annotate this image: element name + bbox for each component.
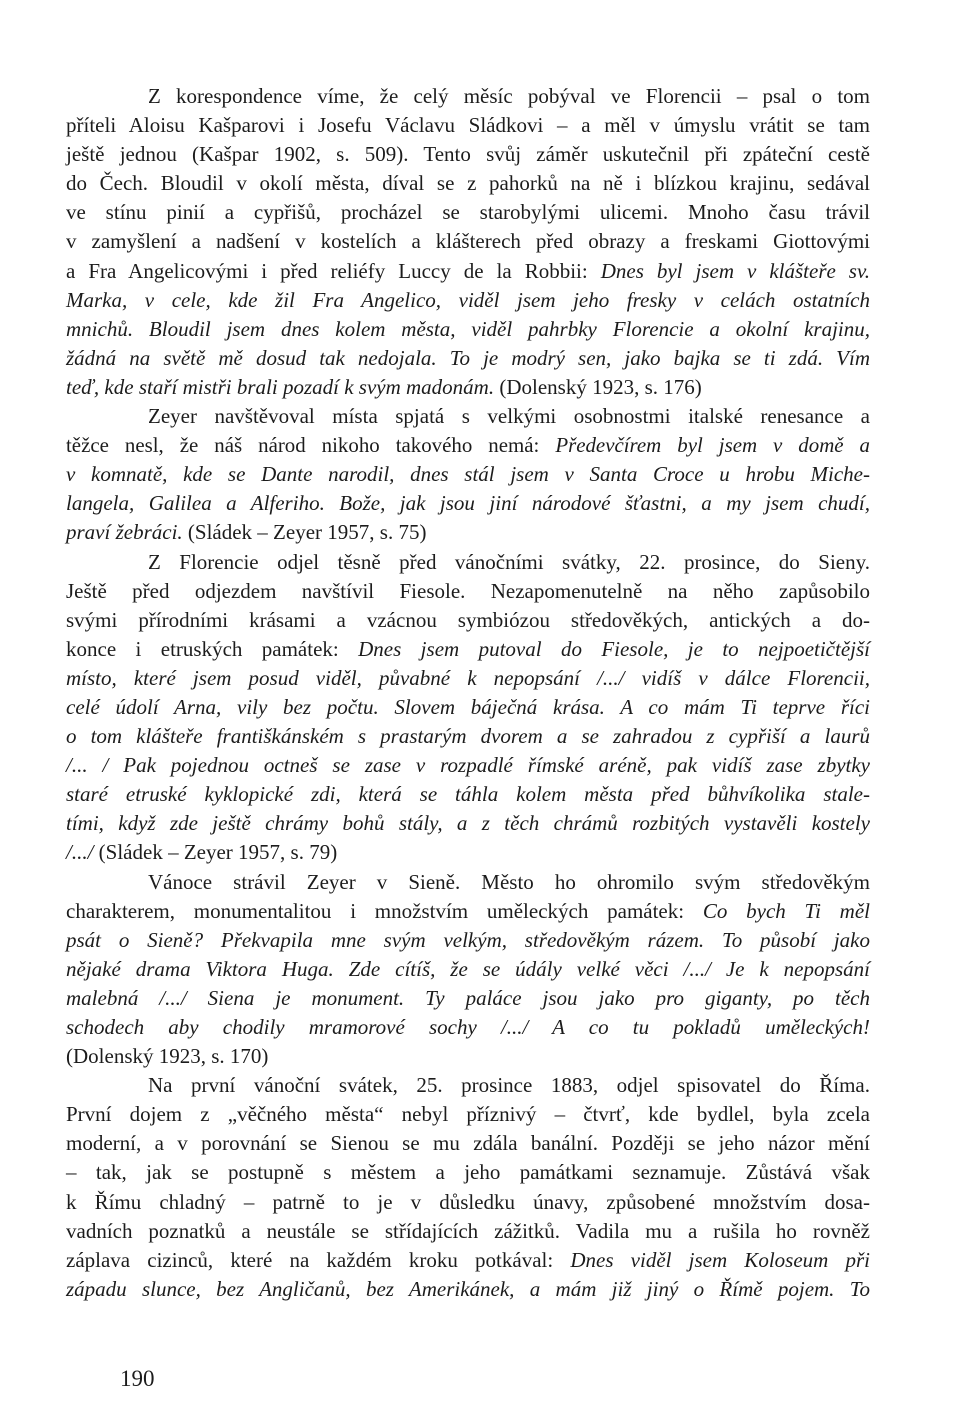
text-line: [66, 809, 870, 838]
body-text: příteli Aloisu Kašparovi i Josefu Václavu Sládkovi – a měl v úmyslu vrátit se tam: [66, 113, 870, 138]
body-text: záplava cizinců, které na každém kroku potkával:: [66, 1247, 571, 1272]
text-line: [66, 897, 870, 926]
body-text: ještě jednou (Kašpar 1902, s. 509). Tento svůj záměr uskutečnil při zpáteční cestě: [66, 142, 870, 167]
text-line: [66, 1275, 870, 1304]
quoted-text: /... / Pak pojednou octneš se zase v rozpadlé římské aréně, pak vidíš zase zbytky: [66, 753, 870, 778]
body-text: těžce nesl, že náš národ nikoho takového nemá:: [66, 433, 556, 458]
text-line: [66, 1246, 870, 1275]
text-line: [66, 140, 870, 169]
body-text: (Sládek – Zeyer 1957, s. 79): [93, 840, 338, 865]
quoted-text: místo, které jsem posud viděl, půvabné k nepopsání /.../ vidíš v dálce Florencii,: [66, 665, 870, 690]
body-text: První dojem z „věčného města“ nebyl příznivý – čtvrť, kde bydlel, byla zcela: [66, 1102, 870, 1127]
text-line: [66, 780, 870, 809]
body-text: v zamyšlení a nadšení v kostelích a klášterech před obrazy a freskami Giottovými: [66, 229, 870, 254]
quoted-text: Dnes jsem putoval do Fiesole, je to nejpoetičtější: [358, 636, 870, 661]
text-line: [66, 257, 870, 286]
text-line: [66, 1100, 870, 1129]
text-line: [66, 955, 870, 984]
text-line: [66, 111, 870, 140]
body-text: charakterem, monumentalitou i množstvím uměleckých památek:: [66, 898, 703, 923]
text-line: [66, 286, 870, 315]
body-text: Ještě před odjezdem navštívil Fiesole. Nezapomenutelně na něho zapůsobilo: [66, 578, 870, 603]
text-line: [66, 1217, 870, 1246]
quoted-text: o tom klášteře františkánském s prastarým dvorem a se zahradou z cypřiší a laurů: [66, 724, 870, 749]
text-body: [66, 82, 870, 1304]
body-text: Na první vánoční svátek, 25. prosince 1883, odjel spisovatel do Říma.: [148, 1073, 870, 1098]
quoted-text: Dnes viděl jsem Koloseum při: [570, 1247, 870, 1272]
page-number: 190: [120, 1366, 155, 1391]
quoted-text: /.../: [66, 840, 94, 865]
text-line: [66, 606, 870, 635]
text-line: [66, 1042, 870, 1071]
quoted-text: staré etruské kyklopické zdi, která se táhla kolem města před bůhvíkolika stale-: [66, 782, 870, 807]
text-line: [66, 1129, 870, 1158]
text-line: [66, 344, 870, 373]
text-line: [66, 82, 870, 111]
body-text: (Sládek – Zeyer 1957, s. 75): [182, 520, 427, 545]
quoted-text: Co bych Ti měl: [702, 898, 870, 923]
body-text: k Římu chladný – patrně to je v důsledku únavy, způsobené množstvím dosa-: [66, 1189, 870, 1214]
quoted-text: langela, Galilea a Alferiho. Bože, jak jsou jiní národové šťastni, a my jsem chudí,: [66, 491, 870, 516]
quoted-text: nějaké drama Viktora Huga. Zde cítíš, že se údály velké věci /.../ Je k nepopsání: [66, 956, 870, 981]
body-text: moderní, a v porovnání se Sienou se mu zdála banální. Později se jeho názor mění: [66, 1131, 870, 1156]
text-line: [66, 489, 870, 518]
text-line: [66, 227, 870, 256]
body-text: Vánoce strávil Zeyer v Sieně. Město ho ohromilo svým středověkým: [148, 869, 870, 894]
text-line: [66, 198, 870, 227]
text-line: [66, 1188, 870, 1217]
body-text: svými přírodními krásami a vzácnou symbiózou středověkých, antických a do-: [66, 607, 870, 632]
quoted-text: tími, když zde ještě chrámy bohů stály, a z těch chrámů rozbitých vystavěli kostely: [66, 811, 870, 836]
text-line: [66, 460, 870, 489]
body-text: ve stínu pinií a cypřišů, procházel se starobylými ulicemi. Mnoho času trávil: [66, 200, 870, 225]
body-text: Z korespondence víme, že celý měsíc pobýval ve Florencii – psal o tom: [148, 84, 870, 108]
quoted-text: Marka, v cele, kde žil Fra Angelico, viděl jsem jeho fresky v celách ostatních: [66, 287, 870, 312]
text-line: [66, 1013, 870, 1042]
text-line: [66, 664, 870, 693]
text-line: [66, 1158, 870, 1187]
text-line: [66, 926, 870, 955]
text-line: [66, 751, 870, 780]
quoted-text: v komnatě, kde se Dante narodil, dnes stál jsem v Santa Croce u hrobu Miche-: [66, 462, 870, 487]
text-line: [66, 431, 870, 460]
body-text: konce i etruských památek:: [66, 636, 359, 661]
text-line: [66, 315, 870, 344]
quoted-text: žádná na světě mě dosud tak nedojala. To je modrý sen, jako bajka se ti zdá. Vím: [66, 345, 870, 370]
quoted-text: celé údolí Arna, vily bez počtu. Slovem báječná krása. A co mám Ti teprve říci: [66, 694, 870, 719]
text-line: [66, 868, 870, 897]
text-line: [66, 169, 870, 198]
text-line: [66, 635, 870, 664]
body-text: do Čech. Bloudil v okolí města, díval se z pahorků na ně i blízkou krajinu, sedával: [66, 171, 870, 196]
quoted-text: psát o Sieně? Překvapila mne svým velkým, středověkým rázem. To působí jako: [66, 927, 870, 952]
text-line: [66, 402, 870, 431]
text-line: [66, 838, 870, 867]
text-line: [66, 548, 870, 577]
text-line: [66, 518, 870, 547]
text-line: [66, 722, 870, 751]
text-line: [66, 693, 870, 722]
body-text: (Dolenský 1923, s. 170): [66, 1044, 269, 1069]
text-line: [66, 984, 870, 1013]
quoted-text: schodech aby chodily mramorové sochy /.../ A co tu pokladů uměleckých!: [66, 1015, 870, 1039]
quoted-text: teď, kde staří mistři brali pozadí k svým madonám.: [66, 374, 495, 399]
body-text: (Dolenský 1923, s. 176): [494, 374, 702, 399]
text-line: [66, 373, 870, 402]
text-line: [66, 577, 870, 606]
body-text: a Fra Angelicovými i před reliéfy Luccy de la Robbii:: [66, 258, 601, 283]
quoted-text: praví žebráci.: [66, 520, 183, 545]
quoted-text: Předevčírem byl jsem v domě a: [555, 433, 870, 458]
quoted-text: západu slunce, bez Angličanů, bez Amerikánek, a mám již jiný o Římě pojem. To: [66, 1276, 870, 1301]
body-text: vadních poznatků a neustále se střídajících zážitků. Vadila mu a rušila ho rovněž: [66, 1218, 870, 1243]
body-text: – tak, jak se postupně s městem a jeho památkami seznamuje. Zůstává však: [66, 1160, 870, 1185]
body-text: Z Florencie odjel těsně před vánočními svátky, 22. prosince, do Sieny.: [148, 549, 870, 574]
body-text: Zeyer navštěvoval místa spjatá s velkými osobnostmi italské renesance a: [148, 404, 870, 429]
quoted-text: Dnes byl jsem v klášteře sv.: [600, 258, 870, 283]
quoted-text: malebná /.../ Siena je monument. Ty paláce jsou jako pro giganty, po těch: [66, 985, 870, 1010]
text-line: [66, 1071, 870, 1100]
quoted-text: mnichů. Bloudil jsem dnes kolem města, viděl pahrbky Florencie a okolní krajinu,: [66, 316, 870, 341]
